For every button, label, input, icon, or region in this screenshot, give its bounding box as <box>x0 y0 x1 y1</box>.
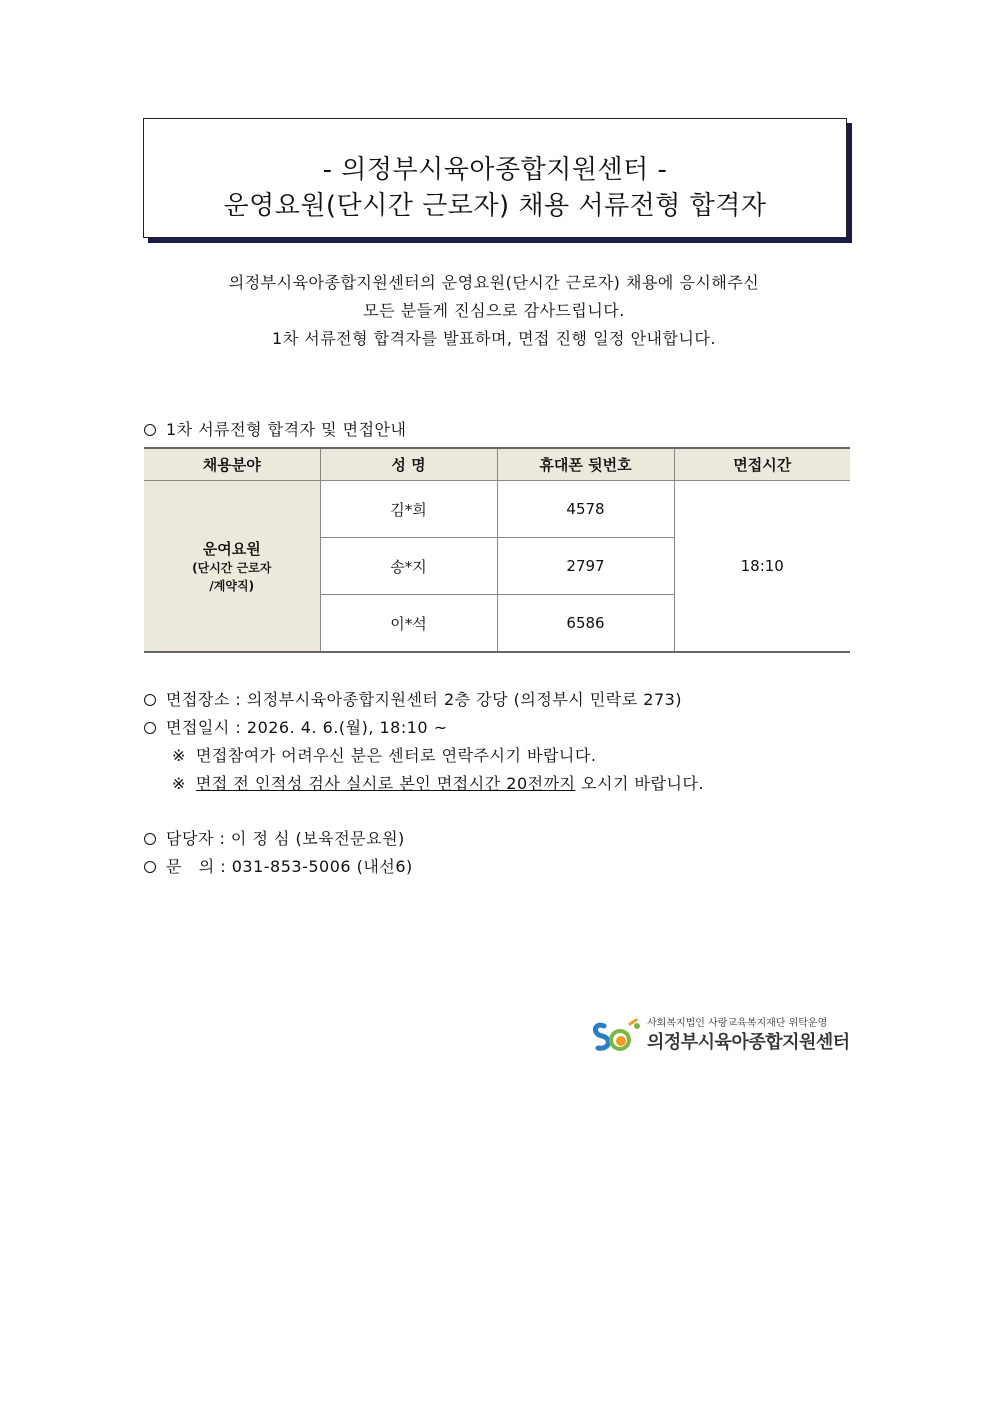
logo-name: 의정부시육아종합지원센터 <box>647 1032 850 1053</box>
circle-bullet-icon <box>144 694 156 706</box>
name-cell: 김*희 <box>320 481 497 538</box>
note-1: ※ 면접참여가 어려우신 분은 센터로 연락주시기 바랍니다. <box>172 746 597 765</box>
header-time: 면접시간 <box>674 448 850 481</box>
phone-cell: 6586 <box>497 595 674 653</box>
circle-bullet-icon <box>144 424 156 436</box>
section-heading: 1차 서류전형 합격자 및 면접안내 <box>144 417 406 440</box>
table-header-row <box>144 448 850 481</box>
time-cell: 18:10 <box>674 481 850 653</box>
applicants-table <box>144 447 850 653</box>
note-2: ※ 면접 전 인적성 검사 실시로 본인 면접시간 20전까지 오시기 바랍니다. <box>172 774 704 793</box>
phone-cell: 2797 <box>497 538 674 595</box>
table-row <box>144 481 850 538</box>
title-line-1: - 의정부시육아종합지원센터 - <box>322 155 668 185</box>
header-name: 성 명 <box>320 448 497 481</box>
note-2-underlined: 면접 전 인적성 검사 실시로 본인 면접시간 20전까지 <box>195 774 576 793</box>
header-phone: 휴대폰 뒷번호 <box>497 448 674 481</box>
header-field: 채용분야 <box>144 448 320 481</box>
center-logo-icon <box>590 1014 646 1056</box>
center-logo <box>590 1014 852 1056</box>
interview-place: 면접장소 : 의정부시육아종합지원센터 2층 강당 (의정부시 민락로 273) <box>144 687 682 710</box>
name-cell: 이*석 <box>320 595 497 653</box>
field-sub-2: /계약직) <box>209 578 255 593</box>
phone-cell: 4578 <box>497 481 674 538</box>
interview-date: 면접일시 : 2026. 4. 6.(월), 18:10 ~ <box>144 715 448 738</box>
field-sub-1: (단시간 근로자 <box>192 560 272 575</box>
reference-mark-icon: ※ <box>172 746 186 765</box>
contact-manager: 담당자 : 이 정 심 (보육전문요원) <box>144 826 405 849</box>
reference-mark-icon: ※ <box>172 774 186 793</box>
intro-line-3: 1차 서류전형 합격자를 발표하며, 면접 진행 일정 안내합니다. <box>272 329 716 348</box>
circle-bullet-icon <box>144 722 156 734</box>
field-main: 운여요원 <box>202 539 261 558</box>
circle-bullet-icon <box>144 861 156 873</box>
title-box <box>143 118 847 238</box>
field-cell <box>144 481 320 653</box>
intro-line-2: 모든 분들게 진심으로 감사드립니다. <box>363 301 625 320</box>
title-line-2: 운영요원(단시간 근로자) 채용 서류전형 합격자 <box>223 191 767 221</box>
circle-bullet-icon <box>144 833 156 845</box>
contact-inquiry: 문 의 : 031-853-5006 (내선6) <box>144 854 413 877</box>
logo-tagline: 사회복지법인 사랑교육복지재단 위탁운영 <box>647 1018 828 1029</box>
name-cell: 송*지 <box>320 538 497 595</box>
intro-line-1: 의정부시육아종합지원센터의 운영요원(단시간 근로자) 채용에 응시해주신 <box>228 273 760 292</box>
